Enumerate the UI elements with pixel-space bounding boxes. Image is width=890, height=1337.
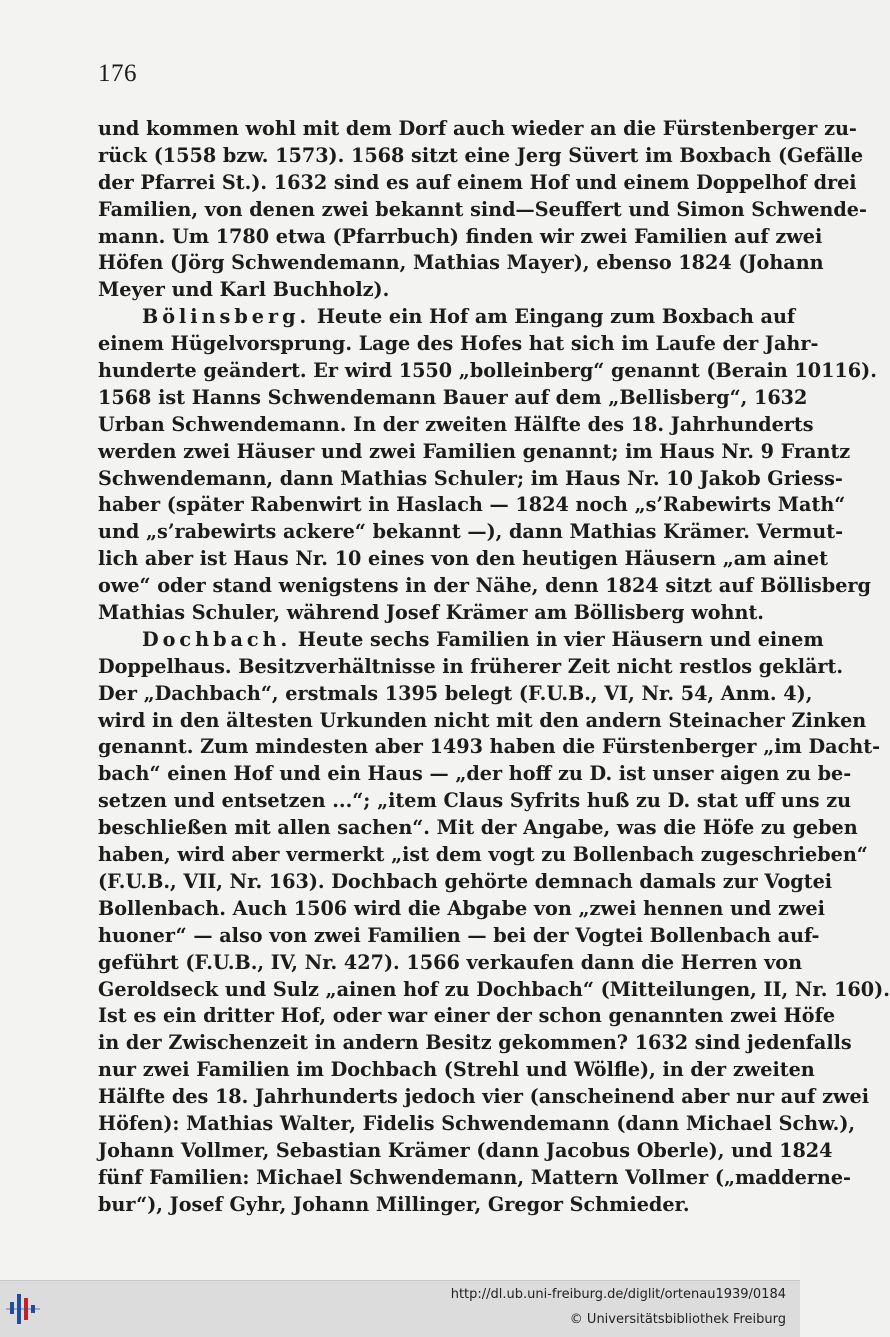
text-line: Geroldseck und Sulz „ainen hof zu Dochbach“ (Mitteilungen, II, Nr. 160). [98,977,890,1001]
text-line: owe“ oder stand wenigstens in der Nähe, denn 1824 sitzt auf Böllisberg [98,574,871,598]
footer-bar [0,1280,800,1337]
text-line: huoner“ — also von zwei Familien — bei der Vogtei Bollenbach auf- [98,923,820,947]
text-line: Der „Dachbach“, erstmals 1395 belegt (F.U.B., VI, Nr. 54, Anm. 4), [98,681,813,705]
text-line [98,304,796,331]
section-heading-boelinsberg: Bölinsberg. [142,305,311,329]
text-line: Hälfte des 18. Jahrhunderts jedoch vier (anscheinend aber nur auf zwei [98,1085,869,1109]
text-line: Bollenbach. Auch 1506 wird die Abgabe von „zwei hennen und zwei [98,896,825,920]
text-line: bach“ einen Hof und ein Haus — „der hoff zu D. ist unser aigen zu be- [98,762,852,786]
text-line: (F.U.B., VII, Nr. 163). Dochbach gehörte demnach damals zur Vogtei [98,869,833,893]
text-line: Urban Schwendemann. In der zweiten Hälfte des 18. Jahrhunderts [98,412,814,436]
text-line: hunderte geändert. Er wird 1550 „bolleinberg“ genannt (Berain 10116). [98,359,877,383]
text-line: Johann Vollmer, Sebastian Krämer (dann Jacobus Oberle), und 1824 [98,1138,833,1162]
text-line: Mathias Schuler, während Josef Krämer am Böllisberg wohnt. [98,601,764,625]
copyright-notice: © Universitätsbibliothek Freiburg [569,1312,786,1327]
paragraph-2 [98,304,877,627]
text-line: in der Zwischenzeit in andern Besitz gekommen? 1632 sind jedenfalls [98,1031,852,1055]
text-line: genannt. Zum mindesten aber 1493 haben die Fürstenberger „im Dacht- [98,735,881,759]
ub-freiburg-logo-icon[interactable] [6,1288,40,1330]
text-line: Höfen (Jörg Schwendemann, Mathias Mayer), ebenso 1824 (Johann [98,251,824,275]
text-line: haber (später Rabenwirt in Haslach — 1824 noch „s’Rabewirts Math“ [98,493,846,517]
text-line: und kommen wohl mit dem Dorf auch wieder an die Fürstenberger zu- [98,117,857,140]
text-line: beschließen mit allen sachen“. Mit der Angabe, was die Höfe zu geben [98,816,858,840]
text-line: fünf Familien: Michael Schwendemann, Mattern Vollmer („madderne- [98,1165,852,1189]
page-number: 176 [98,60,137,87]
text-line: Familien, von denen zwei bekannt sind—Seuffert und Simon Schwende- [98,197,867,221]
text-line: der Pfarrei St.). 1632 sind es auf einem Hof und einem Doppelhof drei [98,170,857,194]
text-line: Höfen): Mathias Walter, Fidelis Schwendemann (dann Michael Schw.), [98,1111,856,1135]
text-line: bur“), Josef Gyhr, Johann Millinger, Gregor Schmieder. [98,1192,690,1216]
text-line: einem Hügelvorsprung. Lage des Hofes hat sich im Laufe der Jahr- [98,332,819,356]
text-line: mann. Um 1780 etwa (Pfarrbuch) finden wir zwei Familien auf zwei [98,224,823,248]
section-heading-dochbach: Dochbach. [142,627,292,651]
text-line-content: Heute sechs Familien in vier Häusern und einem [297,627,824,651]
text-line: setzen und entsetzen ...“; „item Claus Syfrits huß zu D. stat uff uns zu [98,789,852,813]
paragraph-3 [98,627,890,1219]
body-text [98,116,890,1219]
source-url-link[interactable]: http://dl.ub.uni-freiburg.de/diglit/ortenau1939/0184 [450,1287,786,1302]
text-line-content: Heute ein Hof am Eingang zum Boxbach auf [316,305,796,329]
paragraph-1 [98,116,867,304]
text-line: lich aber ist Haus Nr. 10 eines von den heutigen Häusern „am ainet [98,547,828,571]
text-line [98,627,824,654]
text-line: Schwendemann, dann Mathias Schuler; im Haus Nr. 10 Jakob Griess- [98,466,843,490]
text-line: haben, wird aber vermerkt „ist dem vogt zu Bollenbach zugeschrieben“ [98,843,868,867]
text-line: Doppelhaus. Besitzverhältnisse in früherer Zeit nicht restlos geklärt. [98,654,844,678]
text-line: nur zwei Familien im Dochbach (Strehl und Wölfle), in der zweiten [98,1058,815,1082]
text-line: Ist es ein dritter Hof, oder war einer der schon genannten zwei Höfe [98,1004,836,1028]
text-line: Meyer und Karl Buchholz). [98,278,390,302]
text-line: rück (1558 bzw. 1573). 1568 sitzt eine Jerg Süvert im Boxbach (Gefälle [98,143,864,167]
text-line: wird in den ältesten Urkunden nicht mit den andern Steinacher Zinken [98,708,867,732]
text-line: geführt (F.U.B., IV, Nr. 427). 1566 verkaufen dann die Herren von [98,950,803,974]
text-line: und „s’rabewirts ackere“ bekannt —), dann Mathias Krämer. Vermut- [98,520,844,544]
text-line: werden zwei Häuser und zwei Familien genannt; im Haus Nr. 9 Frantz [98,439,851,463]
text-line: 1568 ist Hanns Schwendemann Bauer auf dem „Bellisberg“, 1632 [98,385,808,409]
